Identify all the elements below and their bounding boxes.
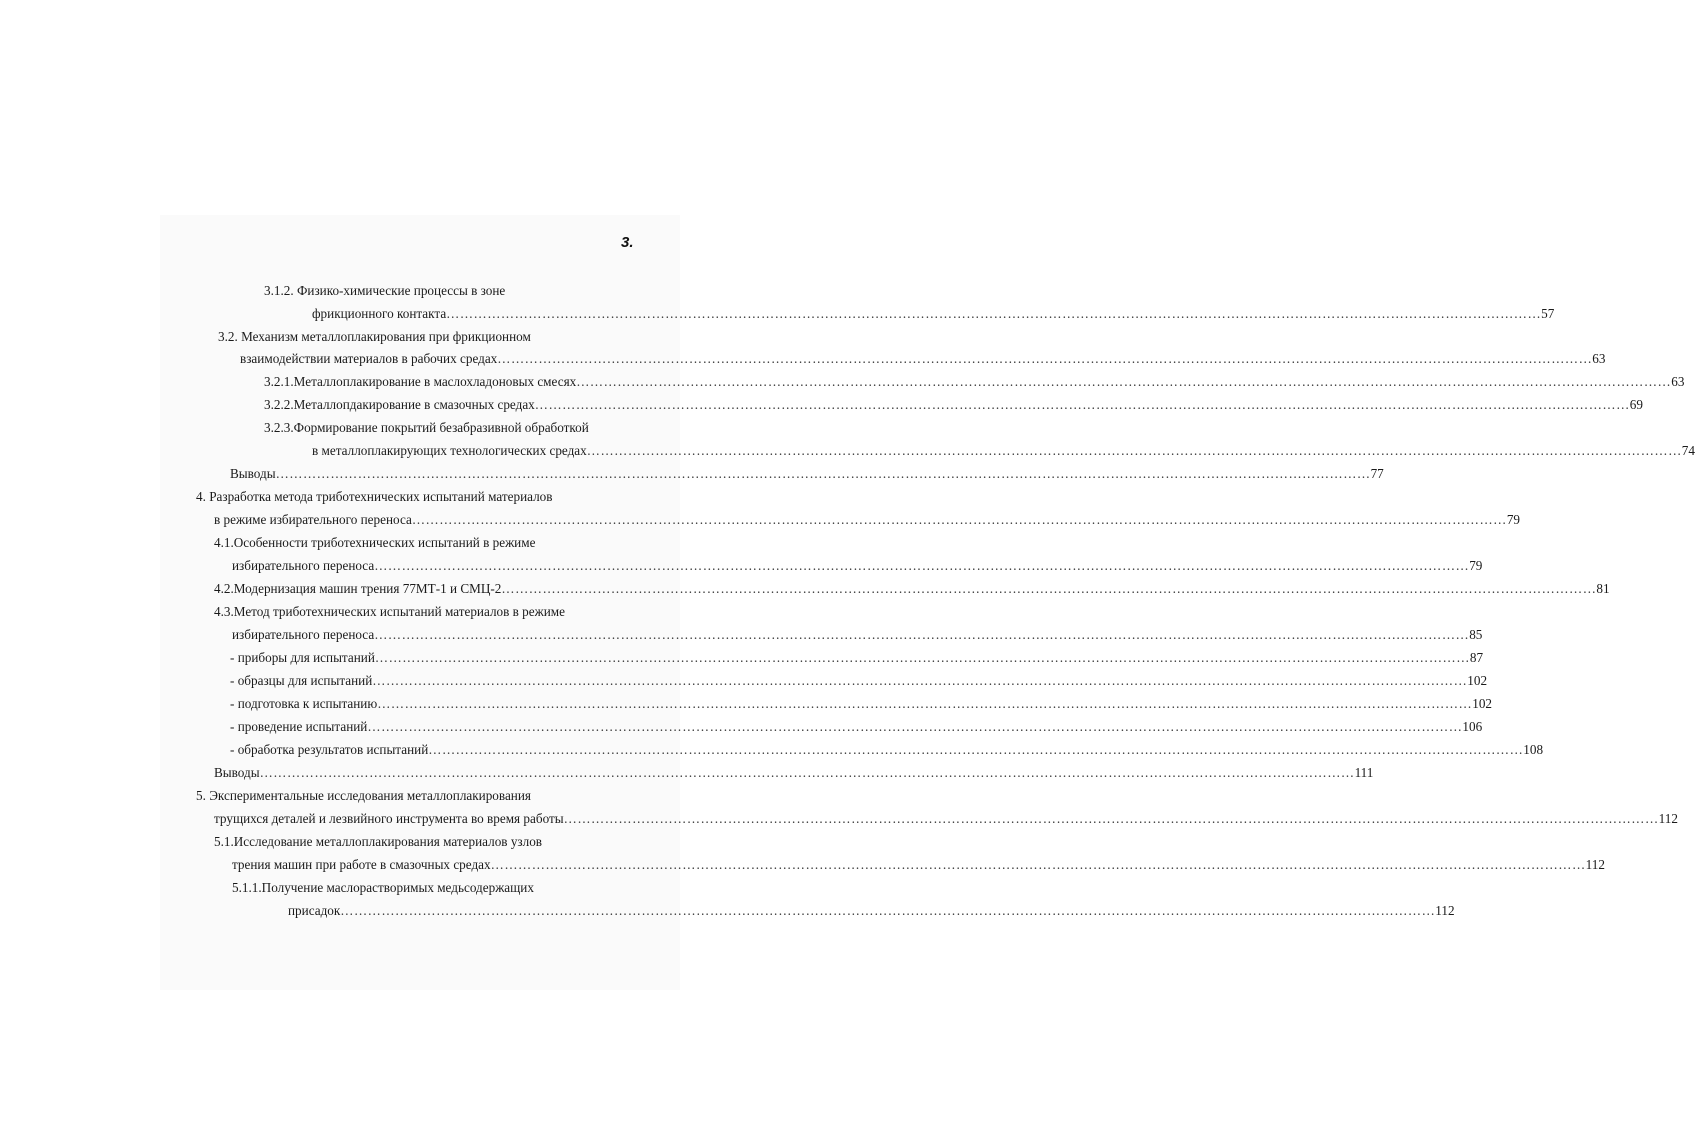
toc-entry-title: Выводы <box>230 466 276 481</box>
toc-entry <box>312 443 1695 459</box>
toc-entry-title: фрикционного контакта <box>312 306 447 321</box>
toc-entry <box>214 512 1520 528</box>
toc-leader-dots: …………………………………………………………………………………………………………………………………………………………………………………………………………………… <box>374 650 1470 665</box>
toc-entry <box>230 466 1384 482</box>
toc-entry <box>196 788 531 804</box>
toc-entry-title: 4.2.Модернизация машин трения 77МТ-1 и СМЦ-2 <box>214 581 502 596</box>
toc-leader-dots: …………………………………………………………………………………………………………………………………………………………………………………………………………………… <box>275 466 1371 481</box>
toc-entry-title: 5.1.1.Получение маслорастворимых медьсодержащих <box>232 880 534 895</box>
toc-page-number: 112 <box>1585 857 1605 872</box>
toc-entry <box>232 627 1483 643</box>
toc-leader-dots: …………………………………………………………………………………………………………………………………………………………………………………………………………………… <box>372 673 1468 688</box>
toc-page-number: 79 <box>1469 558 1483 573</box>
toc-entry <box>214 535 535 551</box>
toc-page-number: 108 <box>1523 742 1544 757</box>
toc-entry <box>232 558 1483 574</box>
toc-entry <box>264 420 589 436</box>
toc-page-number: 85 <box>1469 627 1483 642</box>
toc-entry-title: избирательного переноса <box>232 627 375 642</box>
toc-entry <box>312 306 1555 322</box>
toc-entry <box>232 857 1605 873</box>
toc-entry-title: 3.2. Механизм металлоплакирования при фрикционном <box>218 329 531 344</box>
toc-entry-title: в металлоплакирующих технологических средах <box>312 443 587 458</box>
toc-entry-title: трения машин при работе в смазочных средах <box>232 857 491 872</box>
toc-entry-title: 4.1.Особенности триботехнических испытаний в режиме <box>214 535 536 550</box>
page-number: 3. <box>621 234 634 251</box>
toc-leader-dots: …………………………………………………………………………………………………………………………………………………………………………………………………………………… <box>490 857 1586 872</box>
toc-entry <box>232 880 534 896</box>
toc-leader-dots: …………………………………………………………………………………………………………………………………………………………………………………………………………………… <box>340 903 1436 918</box>
toc-leader-dots: …………………………………………………………………………………………………………………………………………………………………………………………………………………… <box>563 811 1659 826</box>
toc-entry-title: - образцы для испытаний <box>230 673 373 688</box>
toc-entry-title: Выводы <box>214 765 260 780</box>
toc-entry-title: - приборы для испытаний <box>230 650 375 665</box>
toc-entry-title: 3.2.2.Металлопдакирование в смазочных средах <box>264 397 535 412</box>
toc-leader-dots: …………………………………………………………………………………………………………………………………………………………………………………………………………………… <box>367 719 1463 734</box>
toc-leader-dots: …………………………………………………………………………………………………………………………………………………………………………………………………………………… <box>411 512 1507 527</box>
toc-entry <box>214 604 565 620</box>
toc-entry <box>240 351 1606 367</box>
toc-entry <box>214 834 542 850</box>
toc-page-number: 57 <box>1541 306 1555 321</box>
toc-entry-title: - проведение испытаний <box>230 719 368 734</box>
toc-entry <box>230 650 1484 666</box>
toc-page-number: 63 <box>1671 374 1685 389</box>
toc-page-number: 69 <box>1629 397 1643 412</box>
toc-page-number: 63 <box>1592 351 1606 366</box>
toc-entry-title: присадок <box>288 903 341 918</box>
toc-entry-title: взаимодействии материалов в рабочих средах <box>240 351 498 366</box>
toc-entry-title: 4. Разработка метода триботехнических испытаний материалов <box>196 489 553 504</box>
toc-entry <box>230 742 1544 758</box>
toc-entry <box>214 765 1374 781</box>
toc-entry-title: в режиме избирательного переноса <box>214 512 412 527</box>
toc-entry <box>288 903 1455 919</box>
toc-page-number: 79 <box>1506 512 1520 527</box>
toc-leader-dots: …………………………………………………………………………………………………………………………………………………………………………………………………………………… <box>576 374 1672 389</box>
toc-entry-title: 3.2.1.Металлоплакирование в маслохладоновых смесях <box>264 374 577 389</box>
toc-entry <box>214 581 1610 597</box>
toc-leader-dots: …………………………………………………………………………………………………………………………………………………………………………………………………………………… <box>377 696 1473 711</box>
toc-entry-title: - подготовка к испытанию <box>230 696 378 711</box>
toc-entry-title: 3.1.2. Физико-химические процессы в зоне <box>264 283 506 298</box>
toc-entry <box>218 329 531 345</box>
toc-entry <box>264 283 505 299</box>
toc-page-number: 77 <box>1370 466 1384 481</box>
toc-entry-title: избирательного переноса <box>232 558 375 573</box>
toc-entry-title: 5.1.Исследование металлоплакирования материалов узлов <box>214 834 543 849</box>
toc-leader-dots: …………………………………………………………………………………………………………………………………………………………………………………………………………………… <box>259 765 1355 780</box>
toc-entry <box>230 696 1492 712</box>
toc-leader-dots: …………………………………………………………………………………………………………………………………………………………………………………………………………………… <box>534 397 1630 412</box>
toc-page-number: 102 <box>1467 673 1488 688</box>
toc-entry <box>230 719 1483 735</box>
toc-page-number: 112 <box>1658 811 1678 826</box>
toc-page-number: 106 <box>1462 719 1483 734</box>
toc-page-number: 111 <box>1354 765 1374 780</box>
toc-entry-title: 4.3.Метод триботехнических испытаний материалов в режиме <box>214 604 565 619</box>
toc-entry <box>264 397 1643 413</box>
toc-leader-dots: …………………………………………………………………………………………………………………………………………………………………………………………………………………… <box>374 627 1470 642</box>
toc-entry-title: 5. Экспериментальные исследования металлоплакирования <box>196 788 531 803</box>
toc-leader-dots: …………………………………………………………………………………………………………………………………………………………………………………………………………………… <box>374 558 1470 573</box>
toc-leader-dots: …………………………………………………………………………………………………………………………………………………………………………………………………………………… <box>586 443 1682 458</box>
toc-page-number: 74 <box>1681 443 1695 458</box>
toc-leader-dots: …………………………………………………………………………………………………………………………………………………………………………………………………………………… <box>428 742 1524 757</box>
toc-entry <box>214 811 1678 827</box>
toc-page-number: 81 <box>1596 581 1610 596</box>
toc-leader-dots: …………………………………………………………………………………………………………………………………………………………………………………………………………………… <box>497 351 1593 366</box>
toc-entry <box>196 489 553 505</box>
toc-entry-title: трущихся деталей и лезвийного инструмента во время работы <box>214 811 564 826</box>
toc-leader-dots: …………………………………………………………………………………………………………………………………………………………………………………………………………………… <box>501 581 1597 596</box>
toc-leader-dots: …………………………………………………………………………………………………………………………………………………………………………………………………………………… <box>446 306 1542 321</box>
toc-entry-title: - обработка результатов испытаний <box>230 742 429 757</box>
toc-page-number: 102 <box>1472 696 1492 711</box>
toc-entry <box>264 374 1685 390</box>
toc-entry <box>230 673 1488 689</box>
toc-page-number: 87 <box>1469 650 1484 665</box>
toc-page-number: 112 <box>1435 903 1455 918</box>
toc-entry-title: 3.2.3.Формирование покрытий безабразивной обработкой <box>264 420 589 435</box>
